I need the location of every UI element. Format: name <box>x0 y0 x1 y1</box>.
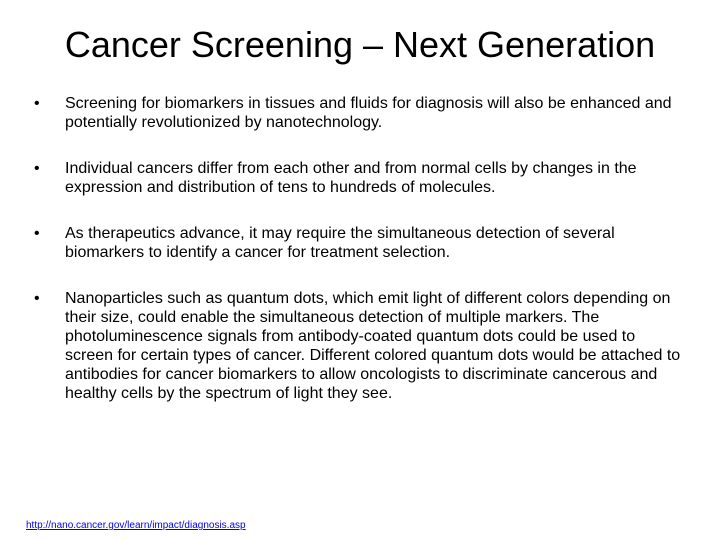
bullet-marker: • <box>34 95 40 112</box>
slide-title: Cancer Screening – Next Generation <box>64 24 656 65</box>
bullet-text: Nanoparticles such as quantum dots, which emit light of different colors depending on their size, could enable the simultaneous detection of multiple markers. The photoluminescence signals from antibody-coated quantum dots could be used to screen for certain types of cancer. Different colored quantum dots would be attached to antibodies for cancer biomarkers to allow oncologists to discriminate cancerous and healthy cells by the spectrum of light they see. <box>65 290 681 402</box>
bullet-marker: • <box>34 290 40 307</box>
bullet-item <box>34 159 686 197</box>
bullet-item <box>34 94 686 132</box>
bullet-text: Individual cancers differ from each other and from normal cells by changes in the expression and distribution of tens to hundreds of molecules. <box>65 160 637 196</box>
bullet-text: As therapeutics advance, it may require the simultaneous detection of several biomarkers to identify a cancer for treatment selection. <box>65 225 615 261</box>
bullet-item <box>34 224 686 262</box>
bullet-marker: • <box>34 160 40 177</box>
bullet-marker: • <box>34 225 40 242</box>
bullet-list <box>34 94 686 430</box>
bullet-text: Screening for biomarkers in tissues and fluids for diagnosis will also be enhanced and potentially revolutionized by nanotechnology. <box>65 95 672 131</box>
source-link[interactable]: http://nano.cancer.gov/learn/impact/diagnosis.asp <box>26 520 246 531</box>
bullet-item <box>34 289 686 403</box>
